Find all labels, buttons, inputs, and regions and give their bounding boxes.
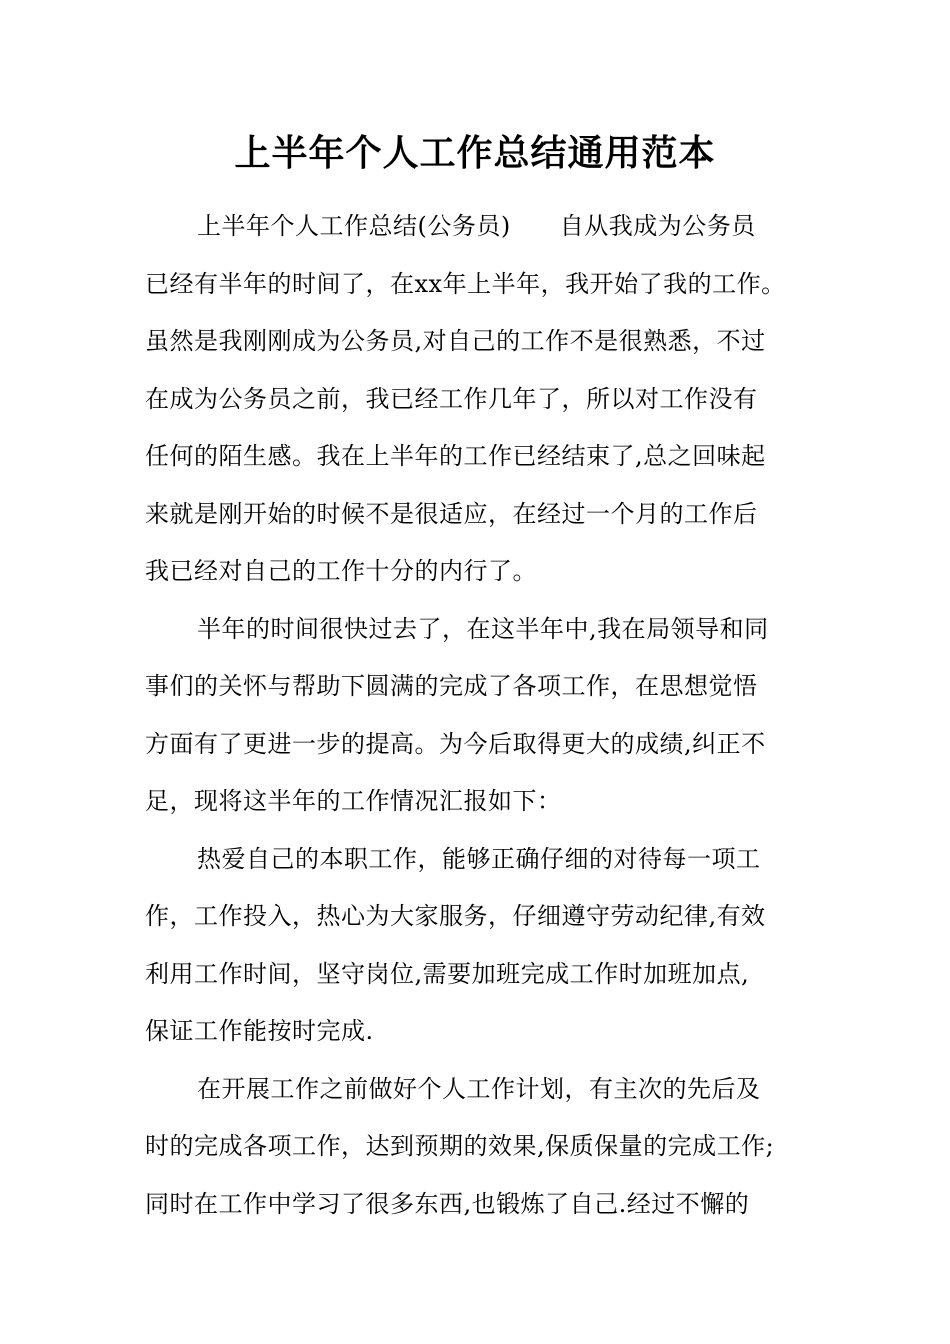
paragraph-line: 热爱自己的本职工作，能够正确仔细的对待每一项工 <box>197 844 761 873</box>
paragraph-line: 上半年个人工作总结(公务员) 自从我成为公务员 <box>197 212 756 240</box>
paragraph-line: 保证工作能按时完成. <box>145 1017 374 1045</box>
paragraph-3 <box>145 831 825 1061</box>
paragraph-line: 同时在工作中学习了很多东西,也锻炼了自己.经过不懈的 <box>145 1189 750 1218</box>
paragraph-line: 利用工作时间，坚守岗位,需要加班完成工作时加班加点, <box>145 959 750 988</box>
paragraph-line: 我已经对自己的工作十分的内行了。 <box>145 557 537 585</box>
paragraph-line: 半年的时间很快过去了，在这半年中,我在局领导和同 <box>197 614 769 643</box>
paragraph-line: 在成为公务员之前，我已经工作几年了，所以对工作没有 <box>145 384 758 413</box>
paragraph-line: 在开展工作之前做好个人工作计划，有主次的先后及 <box>197 1074 761 1103</box>
paragraph-line: 虽然是我刚刚成为公务员,对自己的工作不是很熟悉，不过 <box>145 327 766 355</box>
paragraph-4 <box>145 1061 825 1234</box>
paragraph-line: 时的完成各项工作，达到预期的效果,保质保量的完成工作; <box>145 1132 775 1160</box>
document-body <box>145 198 825 1233</box>
paragraph-line: 作，工作投入，热心为大家服务，仔细遵守劳动纪律,有效 <box>145 902 766 930</box>
paragraph-line: 任何的陌生感。我在上半年的工作已经结束了,总之回味起 <box>145 442 766 470</box>
paragraph-1 <box>145 198 825 601</box>
paragraph-line: 足，现将这半年的工作情况汇报如下： <box>145 787 562 815</box>
paragraph-line: 方面有了更进一步的提高。为今后取得更大的成绩,纠正不 <box>145 729 766 758</box>
paragraph-line: 已经有半年的时间了，在xx年上半年，我开始了我的工作。 <box>145 269 786 298</box>
paragraph-2 <box>145 601 825 831</box>
document-title: 上半年个人工作总结通用范本 <box>234 133 716 174</box>
paragraph-line: 事们的关怀与帮助下圆满的完成了各项工作，在思想觉悟 <box>145 672 758 700</box>
paragraph-line: 来就是刚开始的时候不是很适应，在经过一个月的工作后 <box>145 499 758 528</box>
